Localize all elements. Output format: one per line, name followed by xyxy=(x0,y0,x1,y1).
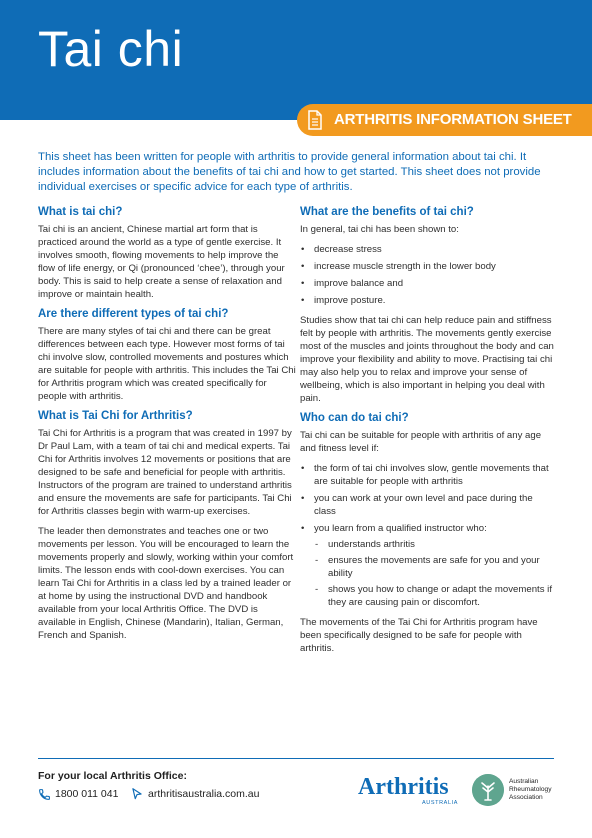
left-column xyxy=(38,202,296,649)
list-item: • increase muscle strength in the lower body xyxy=(300,260,556,273)
section-heading: What are the benefits of tai chi? xyxy=(300,206,474,218)
section-heading: What is tai chi? xyxy=(38,206,123,218)
phone-number: 1800 011 041 xyxy=(55,788,119,800)
document-icon xyxy=(307,110,323,130)
suitability-list xyxy=(300,462,556,609)
instructor-sublist xyxy=(314,538,556,609)
tree-icon xyxy=(472,774,504,806)
header-banner xyxy=(0,0,592,120)
section-paragraph: Tai chi is an ancient, Chinese martial art form that is practiced around the world as a type of gentle exercise. It involves smooth, flowing movements to help improve the flow of life energy, or Qi (pronounced ‘chee’), through your body. This is said to help create a sense of relaxation and improve or maintain health. xyxy=(38,224,285,300)
section-paragraph: Tai chi can be suitable for people with arthritis of any age and fitness level if: xyxy=(300,430,542,454)
list-item: • improve balance and xyxy=(300,277,556,290)
section-paragraph: There are many styles of tai chi and there can be great differences between each type. However most forms of tai chi involve slow, controlled movements and postures which are suitable for people with arthritis. This includes the Tai Chi for Arthritis program which was created specifically for people with arthritis. xyxy=(38,326,296,402)
benefits-list xyxy=(300,243,556,307)
list-item xyxy=(300,522,556,609)
sublist-item: - ensures the movements are safe for you and your ability xyxy=(314,554,556,580)
list-item: • improve posture. xyxy=(300,294,556,307)
info-sheet-label: ARTHRITIS INFORMATION SHEET xyxy=(334,111,572,128)
website-link[interactable] xyxy=(130,786,259,802)
right-column xyxy=(300,202,556,662)
page-title: Tai chi xyxy=(38,21,184,77)
logo-subtext: AUSTRALIA xyxy=(422,800,458,806)
section-paragraph: Tai Chi for Arthritis is a program that was created in 1997 by Dr Paul Lam, with a team of tai chi and medical experts. Tai Chi for Arthritis involves 12 movements or positions that are designed to be safe and beneficial for people with arthritis. Instructors of the program are trained to understand arthritis and ensure the movements are safe for participants. Tai Chi for Arthritis classes begin with warm-up exercises. xyxy=(38,428,292,517)
list-item: • you can work at your own level and pace during the class xyxy=(300,492,556,518)
footer-divider xyxy=(38,758,554,759)
sublist-item: - shows you how to change or adapt the movements if they are causing pain or discomfort. xyxy=(314,583,556,609)
section-heading: Are there different types of tai chi? xyxy=(38,308,229,320)
phone-icon xyxy=(38,788,51,801)
footer-heading: For your local Arthritis Office: xyxy=(38,770,187,782)
arthritis-australia-logo xyxy=(358,774,458,808)
sublist-item: - understands arthritis xyxy=(314,538,556,551)
phone-contact[interactable] xyxy=(38,786,118,802)
section-heading: Who can do tai chi? xyxy=(300,412,409,424)
list-item: • the form of tai chi involves slow, gentle movements that are suitable for people with arthritis xyxy=(300,462,556,488)
info-sheet-tag xyxy=(297,104,592,136)
website-url: arthritisaustralia.com.au xyxy=(148,788,260,800)
ara-name: Australian Rheumatology Association xyxy=(509,778,552,801)
section-paragraph: Studies show that tai chi can help reduce pain and stiffness felt by people with arthritis. The movements gently exercise most of the muscles and joints throughout the body and can improve your flexibility and ability to move. Practising tai chi may also help you to relax and improve your sense of wellbeing, which is also important in helping you deal with pain. xyxy=(300,315,554,404)
section-paragraph: In general, tai chi has been shown to: xyxy=(300,224,459,235)
list-item-text: you learn from a qualified instructor who: xyxy=(314,523,487,534)
intro-paragraph: This sheet has been written for people with arthritis to provide general information about tai chi. It includes information about the benefits of tai chi and how to get started. This sheet does not provide individual exercises or specific advice for each type of arthritis. xyxy=(38,151,541,193)
section-heading: What is Tai Chi for Arthritis? xyxy=(38,410,193,422)
section-paragraph: The movements of the Tai Chi for Arthritis program have been specifically designed to be safe for people with arthritis. xyxy=(300,617,538,654)
cursor-icon xyxy=(130,787,144,801)
logo-wordmark: Arthritis xyxy=(358,774,449,800)
ara-logo xyxy=(472,774,572,808)
list-item: • decrease stress xyxy=(300,243,556,256)
section-paragraph: The leader then demonstrates and teaches one or two movements per lesson. You will be encouraged to learn the movements properly and slowly, working within your comfort limits. The lesson ends with cool-down exercises. You can learn Tai Chi for Arthritis in a class led by a trained leader or at home by using the instructional DVD and handbook available from your local Arthritis Office. The DVD is available in English, Chinese (Mandarin), Italian, German, French and Spanish. xyxy=(38,526,294,641)
